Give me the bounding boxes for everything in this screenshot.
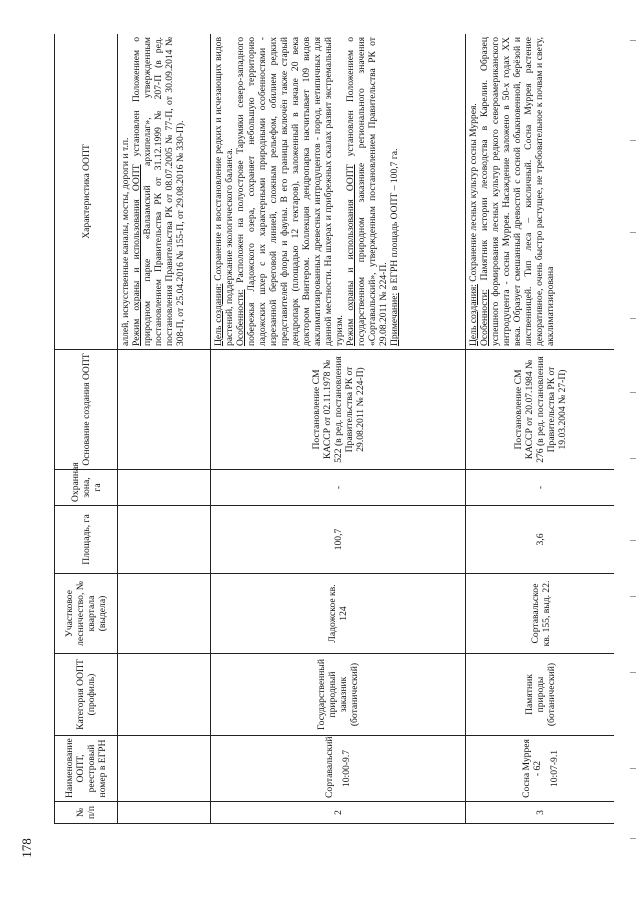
desc-text: установлен Положением о природном парке «Валаамский архипелаг», утвержденным постановлением Правительства РК от 31.12.1999 № 207-П (в ред. постановления Правительства РК от 08.07.2005 № 77-П, от 30.09.2014 № 308-П, от 25.04.2016 № 155-П, от 29.08.2016 № 330-П). [131, 37, 186, 346]
row-basis: Постановление СМ КАССР от 20.07.1984 № 276 (в ред. постановления Правительства РК от 19.03.2004 № 27-П) [466, 350, 615, 470]
desc-text: установлен Положением о государственном природном заказнике регионального значения «Сортавальский», утвержденным постановлением Правительства РК от 29.08.2011 № 224-П. [345, 37, 389, 346]
page-number [16, 828, 38, 868]
desc-paragraph [131, 37, 186, 346]
row-area: 3,6 [466, 506, 615, 574]
row-basis [118, 350, 211, 470]
desc-label: Режим охраны и использования ООПТ [345, 164, 356, 346]
row-area: 100,7 [211, 506, 466, 574]
row-forestry [118, 574, 211, 654]
row-description [211, 34, 466, 350]
row-category [118, 654, 211, 736]
desc-paragraph [120, 37, 131, 346]
desc-text: Сохранение и восстановление редких и исчезающих видов растений, поддержание экологического баланса. [213, 36, 235, 346]
rotated-page [54, 34, 614, 824]
desc-label: Особенности: [235, 289, 246, 346]
header-description: Характеристика ООПТ [55, 34, 118, 350]
desc-label: Особенности: [479, 289, 490, 346]
row-name [211, 736, 466, 802]
row-forestry: Сортавальское кв. 155, выд. 22. [466, 574, 615, 654]
oopt-table [54, 34, 614, 824]
desc-label: Примечание: [389, 292, 400, 346]
desc-label: Режим охраны и использования ООПТ [131, 164, 142, 346]
row-buffer: - [211, 470, 466, 506]
desc-label: Цель создания: [468, 284, 479, 346]
row-num: 2 [211, 802, 466, 824]
row-category: Государственный природный заказник (ботанический) [211, 654, 466, 736]
row-description [466, 34, 615, 350]
desc-text: Памятник истории лесоводства в Карелии. Образец успешного формирования лесных культур редкого североамериканского интродуцента - сосны Муррея. Насаждение заложено в 50-х годах XX века. Образует смешанный древостой с сосной обыкновенной, берёзой и лиственницей. Тип леса – кисличный. Сосна Муррея растение декоративное, очень быстро растущее, не требовательное к почвам и свету, акклиматизирована [479, 37, 556, 346]
header-basis: Основание создания ООПТ [55, 350, 118, 470]
desc-paragraph [389, 37, 400, 346]
header-area: Площадь, га [55, 506, 118, 574]
row-category: Памятник природы (ботанический) [466, 654, 615, 736]
row-area [118, 506, 211, 574]
header-name: Наименование ООПТ, реестровый номер в ЕГРН [55, 736, 118, 802]
row-name-reg: 10:07-9.1 [549, 749, 560, 788]
row-description [118, 34, 211, 350]
table-row [211, 34, 466, 824]
row-num: 3 [466, 802, 615, 824]
row-basis: Постановление СМ КАССР от 02.11.1978 № 522 (в ред. постановления Правительства РК от 29.08.2011 № 224-П) [211, 350, 466, 470]
header-buffer: Охранная зона, га [55, 470, 118, 506]
desc-paragraph [468, 37, 479, 346]
page-number-text: 178 [19, 838, 34, 858]
row-name [118, 736, 211, 802]
row-name-title: Сортавальский [324, 736, 335, 798]
header-category: Категория ООПТ (профиль) [55, 654, 118, 736]
desc-text: Сохранение лесных культур сосны Муррея. [468, 103, 479, 285]
desc-text: в ЕГРН площадь ООПТ – 100,7 га. [389, 148, 400, 293]
desc-paragraph [345, 37, 389, 346]
row-buffer [118, 470, 211, 506]
desc-paragraph [213, 37, 235, 346]
desc-label: Цель создания: [213, 283, 224, 346]
table-row [466, 34, 615, 824]
header-forestry: Участковое лесничество, № квартала (выдела) [55, 574, 118, 654]
row-name-reg: 10:00-9.7 [341, 749, 352, 788]
desc-paragraph [479, 37, 556, 346]
header-num: № п/п [55, 802, 118, 824]
table-row [118, 34, 211, 824]
table-header-row [55, 34, 118, 824]
desc-paragraph [235, 37, 345, 346]
row-num [118, 802, 211, 824]
desc-text: Расположен на полуострове Тарумяки северо-западного побережья Ладожского озера, сохраняет небольшую территорию ладожских шхер с их характерными природными особенностями - изрезанной береговой линией, сложным рельефом, обилием редких представителей флоры и фауны. В его границы включён также старый дендропарк (площадью 12 гектаров), заложенный в начале 20 века доктором Винтером. Коллекция дендропарка насчитывает 109 видов акклиматизированных древесных интродуцентов - пород, нетипичных для данной местности. На шхерах и прибрежных скалах развит экстремальный туризм. [235, 37, 345, 346]
row-forestry: Ладожское кв. 124 [211, 574, 466, 654]
scan-edge-marks [626, 0, 640, 905]
row-name-title: Сосна Муррея - 62 [521, 739, 543, 798]
desc-text: аллей, искусственные каналы, мосты, дороги и т.п. [120, 137, 131, 346]
row-name [466, 736, 615, 802]
row-buffer: - [466, 470, 615, 506]
